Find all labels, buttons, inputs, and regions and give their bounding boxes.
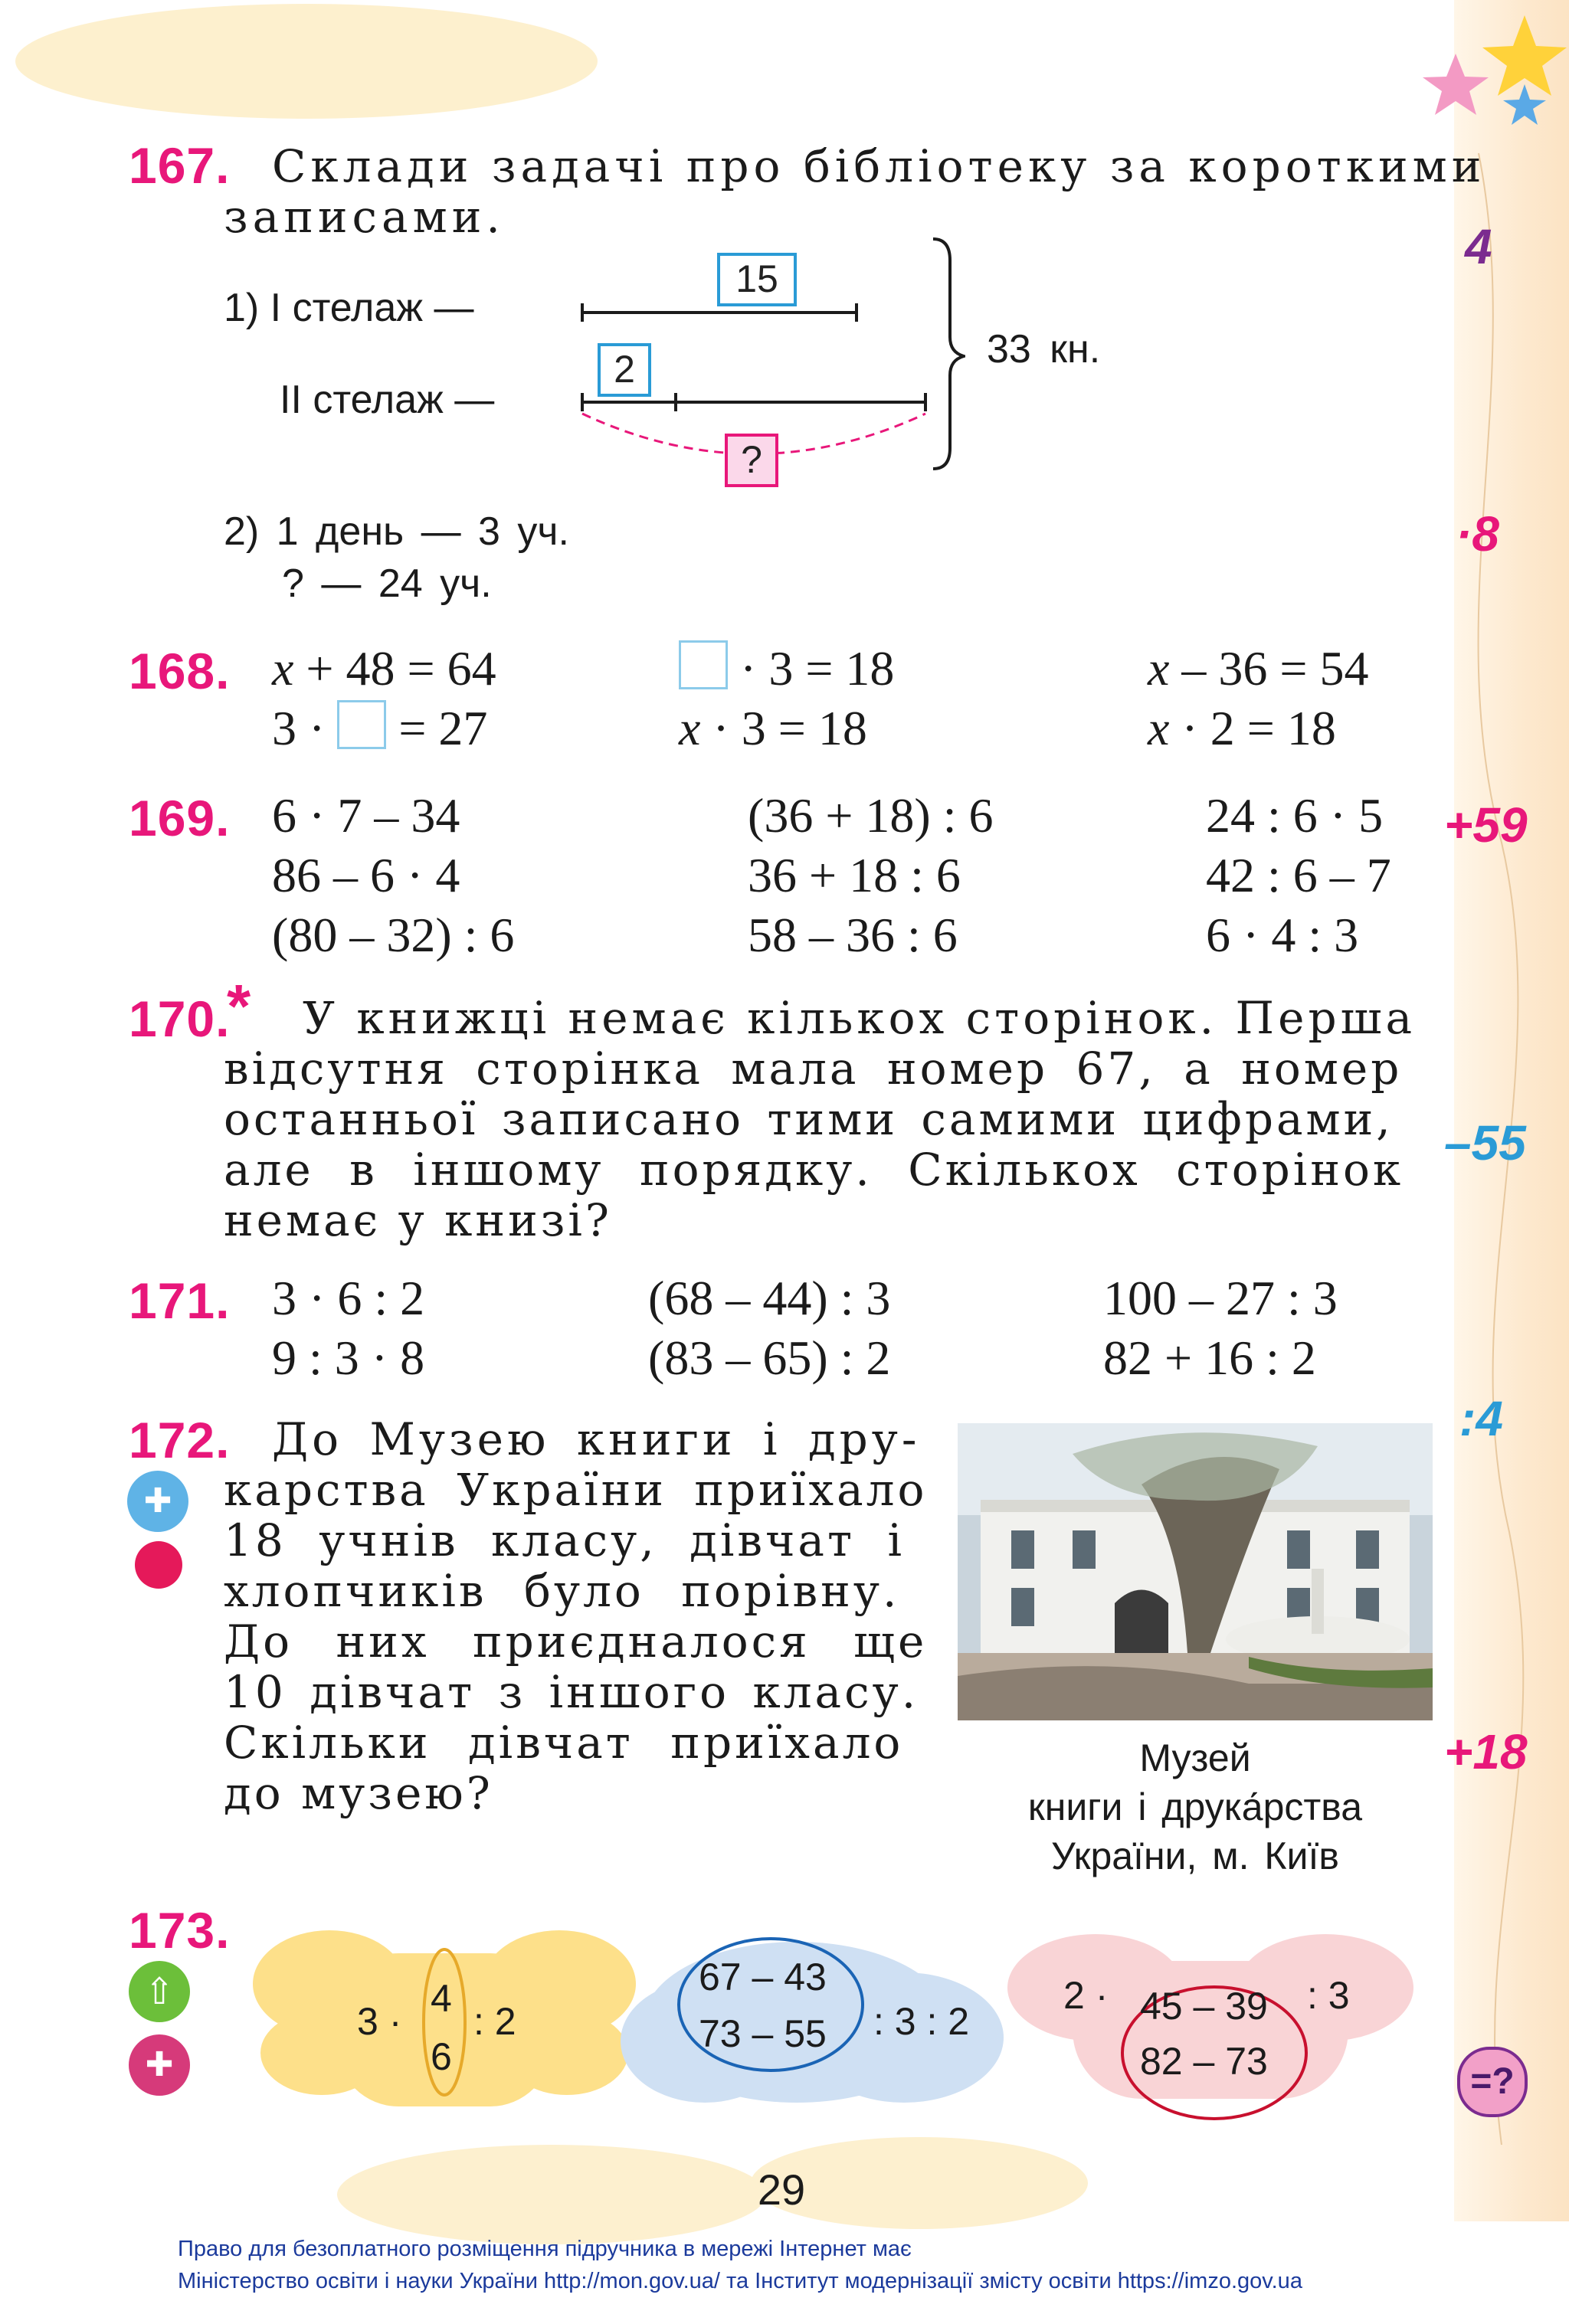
side-label: +18: [1444, 1724, 1528, 1779]
equation-rest: + 48 = 64: [293, 641, 496, 696]
expression: 24 : 6 · 5: [1206, 788, 1384, 843]
exercise-text: Скільки дівчат приїхало: [224, 1717, 904, 1769]
variable: x: [679, 701, 701, 755]
unknown-box: ?: [725, 434, 778, 487]
equation: [1148, 640, 1369, 697]
equation-rest: · 3 = 18: [728, 641, 895, 696]
bottom-cloud: [337, 2145, 766, 2244]
diagram-row-2-label: II стелаж —: [280, 378, 495, 422]
top-cloud: [15, 4, 598, 119]
exercise-number: 170.: [129, 990, 231, 1047]
footer-line: Право для безоплатного розміщення підручника в мережі Інтернет має: [178, 2237, 912, 2261]
expression: 3 · 6 : 2: [272, 1271, 425, 1325]
puzzle-pink-icon: ✚: [129, 2034, 190, 2096]
expression: 36 + 18 : 6: [748, 848, 961, 902]
equation-rest: – 36 = 54: [1169, 641, 1369, 696]
difficulty-star: *: [227, 972, 251, 1040]
exercise-text: записами.: [224, 191, 505, 243]
exercise-text: Склади задачі про бібліотеку за короткими: [272, 140, 1486, 192]
exercise-text: До них приєдналося ще: [224, 1615, 928, 1668]
equation: [679, 700, 867, 757]
expression: (68 – 44) : 3: [648, 1271, 891, 1325]
variable: x: [1148, 641, 1170, 696]
expr-text: 45 – 39: [1140, 1985, 1268, 2028]
exercise-number: 167.: [129, 137, 231, 194]
expression: (83 – 65) : 2: [648, 1331, 891, 1385]
star-icon: [1482, 15, 1567, 96]
exercise-text: останньої записано тими самими цифрами,: [224, 1093, 1394, 1145]
expr-text: 3 ·: [357, 2000, 402, 2043]
expression: 6 · 4 : 3: [1206, 908, 1359, 962]
puzzle-icon: ✚: [127, 1471, 188, 1532]
photo-caption: України, м. Київ: [1051, 1835, 1339, 1877]
equation-rest: 3 ·: [272, 701, 338, 755]
photo-caption: Музей: [1139, 1736, 1251, 1779]
side-label: –55: [1444, 1115, 1526, 1170]
equals-question-label: =?: [1470, 2061, 1515, 2102]
exercise-number: 173.: [129, 1902, 231, 1959]
equation-rest: · 3 = 18: [700, 701, 867, 755]
expression: 9 : 3 · 8: [272, 1331, 425, 1385]
expr-text: : 3 : 2: [873, 2000, 970, 2043]
side-label: :4: [1459, 1391, 1503, 1446]
exercise-text: до музею?: [224, 1767, 493, 1819]
arrow-up-icon: ⇧: [129, 1961, 190, 2022]
short-record-2: ? — 24 уч.: [282, 561, 492, 606]
expr-text: 2 ·: [1063, 1974, 1109, 2017]
diagram-row-1-label: 1) I стелаж —: [224, 286, 474, 330]
variable: x: [272, 641, 294, 696]
expression: (80 – 32) : 6: [272, 908, 515, 962]
expression: 86 – 6 · 4: [272, 848, 460, 902]
exercise-text: 18 учнів класу, дівчат і: [224, 1514, 906, 1566]
equation: [272, 700, 487, 757]
side-label: +59: [1444, 797, 1528, 853]
expression: 100 – 27 : 3: [1103, 1271, 1338, 1325]
exercise-text: немає у книзі?: [224, 1194, 613, 1246]
expr-text: 4: [431, 1977, 452, 2020]
red-dot-icon: [135, 1541, 182, 1589]
exercise-text: 10 дівчат з іншого класу.: [224, 1666, 919, 1718]
page-number: 29: [757, 2165, 806, 2214]
variable: x: [1148, 701, 1170, 755]
empty-box: [679, 640, 728, 689]
equation-rest: = 27: [386, 701, 488, 755]
expr-text: 67 – 43: [699, 1956, 827, 1998]
expr-text: 73 – 55: [699, 2012, 827, 2055]
star-icon: [1423, 54, 1489, 115]
footer-line: Міністерство освіти і науки України http://mon.gov.ua/ та Інститут модернізації змісту освіти https://imzo.gov.ua: [178, 2269, 1302, 2293]
equals-question-badge: [1457, 2047, 1528, 2117]
expression: (36 + 18) : 6: [748, 788, 994, 843]
equation: [272, 640, 496, 697]
exercise-number: 168.: [129, 643, 231, 699]
exercise-text: відсутня сторінка мала номер 67, а номер: [224, 1043, 1403, 1095]
exercise-text: хлопчиків було порівну.: [224, 1565, 900, 1617]
value-box: 2: [598, 343, 651, 397]
value-box: 15: [717, 253, 797, 306]
short-record-2: 2) 1 день — 3 уч.: [224, 509, 569, 554]
exercise-text: карства України приїхало: [224, 1464, 928, 1516]
exercise-number: 171.: [129, 1272, 231, 1329]
equation: [1148, 700, 1336, 757]
empty-box: [337, 700, 386, 749]
total-label: 33 кн.: [987, 327, 1101, 372]
expression: 82 + 16 : 2: [1103, 1331, 1316, 1385]
expr-text: 82 – 73: [1140, 2040, 1268, 2083]
museum-photo: [958, 1423, 1433, 1720]
expr-text: : 2: [473, 2000, 516, 2043]
exercise-number: 172.: [129, 1412, 231, 1468]
side-label: ·8: [1456, 506, 1499, 561]
star-icon: [1503, 84, 1546, 125]
exercise-text: але в іншому порядку. Скількох сторінок: [224, 1144, 1404, 1196]
exercise-number: 169.: [129, 790, 231, 846]
expression: 58 – 36 : 6: [748, 908, 958, 962]
expression: 42 : 6 – 7: [1206, 848, 1391, 902]
exercise-text: У книжці немає кількох сторінок. Перша: [303, 992, 1417, 1044]
expression: 6 · 7 – 34: [272, 788, 460, 843]
exercise-text: До Музею книги і дру-: [272, 1413, 921, 1465]
expr-text: 6: [431, 2035, 452, 2078]
equation: [679, 640, 894, 697]
side-label: 4: [1465, 219, 1492, 274]
equation-rest: · 2 = 18: [1169, 701, 1336, 755]
photo-caption: книги і друка́рства: [1027, 1786, 1363, 1828]
expr-text: : 3: [1307, 1974, 1350, 2017]
